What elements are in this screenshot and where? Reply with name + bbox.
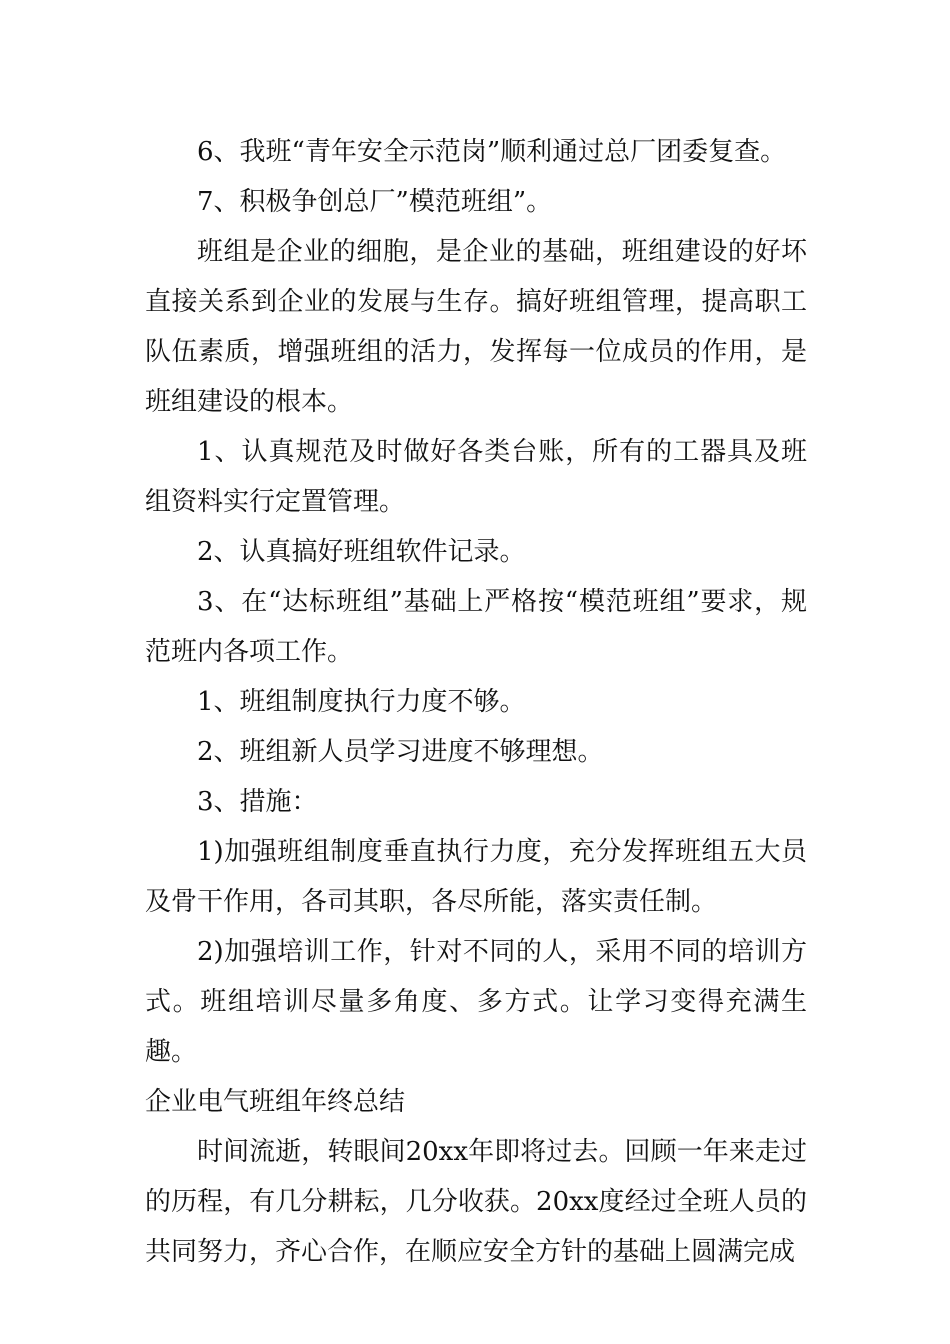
paragraph: 2)加强培训工作，针对不同的人，采用不同的培训方式。班组培训尽量多角度、多方式。让学习变得充满生趣。 <box>145 937 807 1067</box>
document-body <box>145 127 807 1277</box>
paragraph: 2、班组新人员学习进度不够理想。 <box>197 737 604 767</box>
paragraph: 6、我班“青年安全示范岗”顺利通过总厂团委复查。 <box>197 137 787 167</box>
paragraph: 1)加强班组制度垂直执行力度，充分发挥班组五大员及骨干作用，各司其职，各尽所能，落实责任制。 <box>145 837 807 917</box>
paragraph: 3、在“达标班组”基础上严格按“模范班组”要求，规范班内各项工作。 <box>145 587 807 667</box>
paragraph: 1、班组制度执行力度不够。 <box>197 687 526 717</box>
paragraph: 时间流逝，转眼间20xx年即将过去。回顾一年来走过的历程，有几分耕耘，几分收获。20xx度经过全班人员的共同努力，齐心合作，在顺应安全方针的基础上圆满完成 <box>145 1137 807 1267</box>
paragraph: 1、认真规范及时做好各类台账，所有的工器具及班组资料实行定置管理。 <box>145 437 807 517</box>
paragraph: 7、积极争创总厂”模范班组”。 <box>197 187 553 217</box>
section-title: 企业电气班组年终总结 <box>145 1087 406 1117</box>
paragraph: 3、措施： <box>197 787 318 817</box>
paragraph: 班组是企业的细胞，是企业的基础，班组建设的好坏直接关系到企业的发展与生存。搞好班组管理，提高职工队伍素质，增强班组的活力，发挥每一位成员的作用，是班组建设的根本。 <box>145 237 807 417</box>
paragraph: 2、认真搞好班组软件记录。 <box>197 537 526 567</box>
